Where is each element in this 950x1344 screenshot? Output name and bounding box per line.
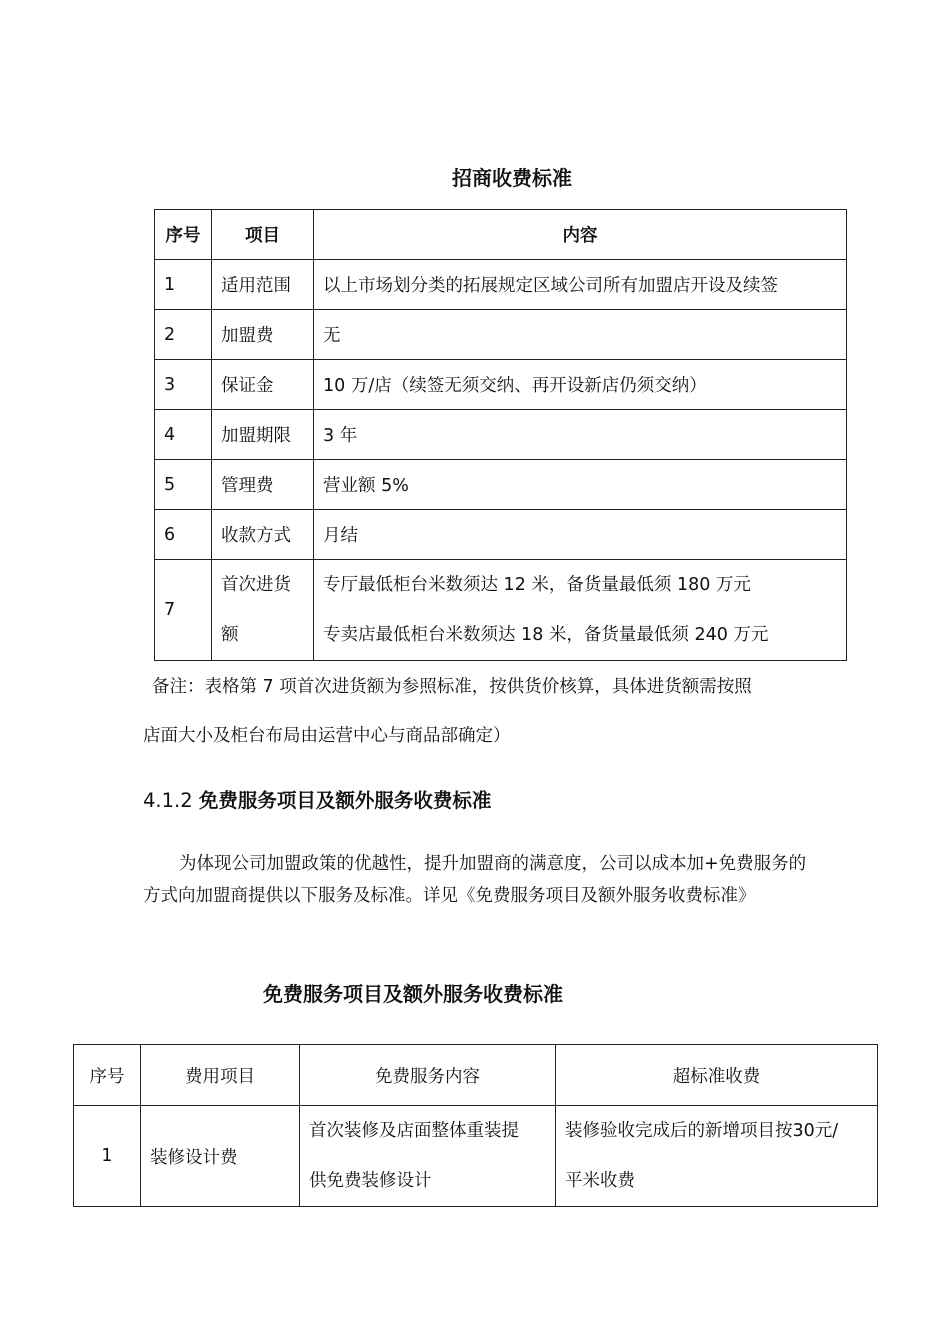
row-num: 1 bbox=[155, 260, 212, 310]
header-num: 序号 bbox=[155, 210, 212, 260]
header-content: 内容 bbox=[314, 210, 847, 260]
header-fee-item: 费用项目 bbox=[141, 1045, 300, 1106]
fee-standard-table bbox=[154, 209, 847, 661]
row-content-line1: 专厅最低柜台米数须达 12 米，备货量最低须 180 万元 bbox=[323, 575, 751, 595]
row-num: 1 bbox=[74, 1106, 141, 1207]
free-service-line2: 供免费装修设计 bbox=[309, 1171, 432, 1191]
table-row bbox=[155, 360, 847, 410]
note-line2: 店面大小及柜台布局由运营中心与商品部确定） bbox=[143, 726, 511, 746]
row-num: 6 bbox=[155, 510, 212, 560]
table-row bbox=[74, 1106, 878, 1207]
table-row bbox=[155, 410, 847, 460]
table-row bbox=[155, 560, 847, 661]
header-extra-charge: 超标准收费 bbox=[556, 1045, 878, 1106]
row-content-line2: 专卖店最低柜台米数须达 18 米，备货量最低须 240 万元 bbox=[323, 625, 769, 645]
row-content bbox=[314, 560, 847, 661]
row-content: 3 年 bbox=[314, 410, 847, 460]
section-heading bbox=[143, 786, 491, 816]
row-content: 10 万/店（续签无须交纳、再开设新店仍须交纳） bbox=[314, 360, 847, 410]
row-content: 月结 bbox=[314, 510, 847, 560]
row-item: 收款方式 bbox=[212, 510, 314, 560]
row-item: 加盟期限 bbox=[212, 410, 314, 460]
header-item: 项目 bbox=[212, 210, 314, 260]
row-num: 5 bbox=[155, 460, 212, 510]
table-header-row bbox=[74, 1045, 878, 1106]
row-num: 3 bbox=[155, 360, 212, 410]
row-num: 2 bbox=[155, 310, 212, 360]
note-line1: 备注：表格第 7 项首次进货额为参照标准，按供货价核算，具体进货额需按照 bbox=[152, 677, 752, 697]
table-row bbox=[155, 460, 847, 510]
row-item: 保证金 bbox=[212, 360, 314, 410]
row-free-service bbox=[300, 1106, 556, 1207]
table1-title: 招商收费标准 bbox=[452, 166, 572, 190]
row-fee-item: 装修设计费 bbox=[141, 1106, 300, 1207]
row-num: 7 bbox=[155, 560, 212, 661]
header-num: 序号 bbox=[74, 1045, 141, 1106]
body-paragraph: 为体现公司加盟政策的优越性，提升加盟商的满意度，公司以成本加+免费服务的方式向加盟商提供以下服务及标准。详见《免费服务项目及额外服务收费标准》 bbox=[143, 854, 807, 906]
row-item bbox=[212, 560, 314, 661]
row-item: 适用范围 bbox=[212, 260, 314, 310]
row-item: 加盟费 bbox=[212, 310, 314, 360]
row-item-line1: 首次进货 bbox=[221, 575, 291, 595]
table-row bbox=[155, 310, 847, 360]
row-item: 管理费 bbox=[212, 460, 314, 510]
header-free-service: 免费服务内容 bbox=[300, 1045, 556, 1106]
extra-charge-line1: 装修验收完成后的新增项目按30元/ bbox=[565, 1121, 839, 1141]
row-num: 4 bbox=[155, 410, 212, 460]
table2-title: 免费服务项目及额外服务收费标准 bbox=[263, 982, 563, 1006]
row-extra-charge bbox=[556, 1106, 878, 1207]
row-item-line2: 额 bbox=[221, 625, 239, 645]
row-content: 以上市场划分类的拓展规定区域公司所有加盟店开设及续签 bbox=[314, 260, 847, 310]
extra-charge-line2: 平米收费 bbox=[565, 1171, 635, 1191]
row-content: 营业额 5% bbox=[314, 460, 847, 510]
free-service-line1: 首次装修及店面整体重装提 bbox=[309, 1121, 519, 1141]
row-content: 无 bbox=[314, 310, 847, 360]
section-number: 4.1.2 bbox=[143, 789, 199, 812]
table-header-row bbox=[155, 210, 847, 260]
table-row bbox=[155, 260, 847, 310]
service-fee-table bbox=[73, 1044, 878, 1207]
section-title: 免费服务项目及额外服务收费标准 bbox=[198, 789, 492, 812]
table-row bbox=[155, 510, 847, 560]
